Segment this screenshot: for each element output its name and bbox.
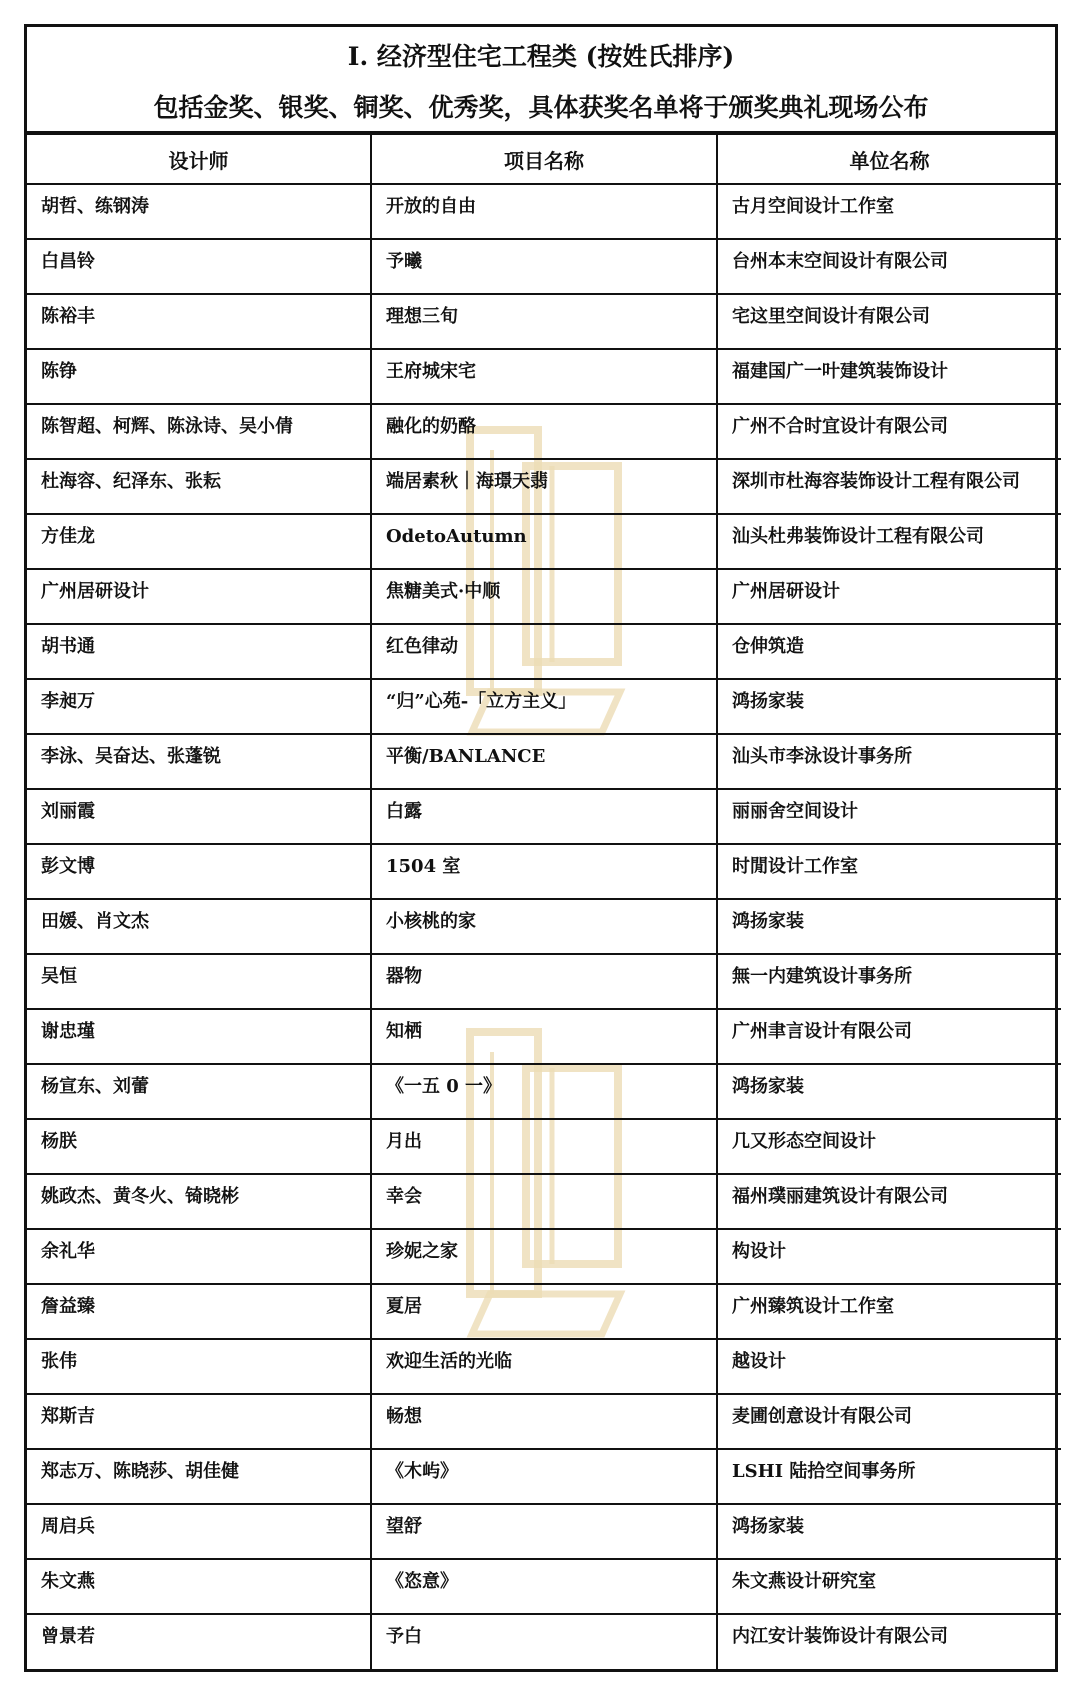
- company-name-cell: 几又形态空间设计: [717, 1119, 1061, 1174]
- table-row: [27, 184, 1061, 239]
- designer-cell: 余礼华: [27, 1229, 371, 1284]
- project-name-cell: 白露: [371, 789, 717, 844]
- header-project-name: 项目名称: [371, 135, 717, 184]
- project-name-cell: 予曦: [371, 239, 717, 294]
- project-name-cell: 欢迎生活的光临: [371, 1339, 717, 1394]
- company-name-cell: 古月空间设计工作室: [717, 184, 1061, 239]
- project-name-cell: 珍妮之家: [371, 1229, 717, 1284]
- designer-cell: 李泳、吴奋达、张蓬锐: [27, 734, 371, 789]
- company-name-cell: 福州璞丽建筑设计有限公司: [717, 1174, 1061, 1229]
- company-name-cell: 福建国广一叶建筑装饰设计: [717, 349, 1061, 404]
- project-name-cell: 予白: [371, 1614, 717, 1669]
- project-name-cell: 融化的奶酪: [371, 404, 717, 459]
- table-row: [27, 844, 1061, 899]
- table-row: [27, 1009, 1061, 1064]
- project-name-cell: 夏居: [371, 1284, 717, 1339]
- company-name-cell: 鸿扬家装: [717, 1064, 1061, 1119]
- table-row: [27, 679, 1061, 734]
- company-name-cell: 鸿扬家装: [717, 679, 1061, 734]
- designer-cell: 刘丽霞: [27, 789, 371, 844]
- company-name-cell: 越设计: [717, 1339, 1061, 1394]
- company-name-cell: 汕头市李泳设计事务所: [717, 734, 1061, 789]
- project-name-cell: 知栖: [371, 1009, 717, 1064]
- project-name-cell: 幸会: [371, 1174, 717, 1229]
- company-name-cell: 广州臻筑设计工作室: [717, 1284, 1061, 1339]
- project-name-cell: 《一五 0 一》: [371, 1064, 717, 1119]
- company-name-cell: 鸿扬家装: [717, 1504, 1061, 1559]
- project-name-cell: 理想三旬: [371, 294, 717, 349]
- designer-cell: 詹益臻: [27, 1284, 371, 1339]
- project-name-cell: 月出: [371, 1119, 717, 1174]
- project-name-cell: 开放的自由: [371, 184, 717, 239]
- table-row: [27, 239, 1061, 294]
- project-name-cell: 王府城宋宅: [371, 349, 717, 404]
- table-row: [27, 514, 1061, 569]
- company-name-cell: 内江安计装饰设计有限公司: [717, 1614, 1061, 1669]
- project-name-cell: “归”心苑-「立方主义」: [371, 679, 717, 734]
- table-row: [27, 1064, 1061, 1119]
- company-name-cell: 宅这里空间设计有限公司: [717, 294, 1061, 349]
- table-row: [27, 1559, 1061, 1614]
- table-row: [27, 569, 1061, 624]
- table-row: [27, 1174, 1061, 1229]
- project-name-cell: 《恣意》: [371, 1559, 717, 1614]
- company-name-cell: 广州聿言设计有限公司: [717, 1009, 1061, 1064]
- designer-cell: 谢忠瑾: [27, 1009, 371, 1064]
- document-subtitle: 包括金奖、银奖、铜奖、优秀奖，具体获奖名单将于颁奖典礼现场公布: [153, 93, 929, 122]
- company-name-cell: 無一内建筑设计事务所: [717, 954, 1061, 1009]
- project-name-cell: 1504 室: [371, 844, 717, 899]
- designer-cell: 陈铮: [27, 349, 371, 404]
- designer-cell: 李昶万: [27, 679, 371, 734]
- table-row: [27, 1614, 1061, 1669]
- table-body: [27, 184, 1061, 1669]
- designer-cell: 曾景若: [27, 1614, 371, 1669]
- designer-cell: 方佳龙: [27, 514, 371, 569]
- designer-cell: 郑斯吉: [27, 1394, 371, 1449]
- designer-cell: 张伟: [27, 1339, 371, 1394]
- header-row: [27, 135, 1061, 184]
- project-name-cell: 望舒: [371, 1504, 717, 1559]
- table-row: [27, 789, 1061, 844]
- table-row: [27, 404, 1061, 459]
- designer-cell: 陈裕丰: [27, 294, 371, 349]
- table-row: [27, 734, 1061, 789]
- designer-cell: 杨宣东、刘蕾: [27, 1064, 371, 1119]
- table-row: [27, 899, 1061, 954]
- project-name-cell: 平衡/BANLANCE: [371, 734, 717, 789]
- project-name-cell: 《木屿》: [371, 1449, 717, 1504]
- company-name-cell: 广州不合时宜设计有限公司: [717, 404, 1061, 459]
- project-name-cell: 器物: [371, 954, 717, 1009]
- company-name-cell: 广州居研设计: [717, 569, 1061, 624]
- table-row: [27, 1339, 1061, 1394]
- company-name-cell: 丽丽舍空间设计: [717, 789, 1061, 844]
- table-row: [27, 1394, 1061, 1449]
- company-name-cell: 仓伸筑造: [717, 624, 1061, 679]
- project-name-cell: 畅想: [371, 1394, 717, 1449]
- project-name-cell: 焦糖美式·中顺: [371, 569, 717, 624]
- company-name-cell: LSHI 陆拾空间事务所: [717, 1449, 1061, 1504]
- table-row: [27, 294, 1061, 349]
- designer-cell: 陈智超、柯辉、陈泳诗、吴小倩: [27, 404, 371, 459]
- designer-cell: 周启兵: [27, 1504, 371, 1559]
- designer-cell: 姚政杰、黄冬火、锜晓彬: [27, 1174, 371, 1229]
- table-row: [27, 1504, 1061, 1559]
- table-row: [27, 954, 1061, 1009]
- company-name-cell: 深圳市杜海容装饰设计工程有限公司: [717, 459, 1061, 514]
- header-company-name: 单位名称: [717, 135, 1061, 184]
- company-name-cell: 朱文燕设计研究室: [717, 1559, 1061, 1614]
- designer-cell: 郑志万、陈晓莎、胡佳健: [27, 1449, 371, 1504]
- company-name-cell: 构设计: [717, 1229, 1061, 1284]
- project-name-cell: 端居素秋｜海璟天翡: [371, 459, 717, 514]
- document-title: I. 经济型住宅工程类 (按姓氏排序): [347, 42, 735, 71]
- designer-cell: 杜海容、纪泽东、张耘: [27, 459, 371, 514]
- company-name-cell: 鸿扬家装: [717, 899, 1061, 954]
- designer-cell: 朱文燕: [27, 1559, 371, 1614]
- company-name-cell: 汕头杜弗装饰设计工程有限公司: [717, 514, 1061, 569]
- table-row: [27, 1284, 1061, 1339]
- title-block: [27, 27, 1055, 135]
- header-designer: 设计师: [27, 135, 371, 184]
- table-row: [27, 1449, 1061, 1504]
- table-row: [27, 1229, 1061, 1284]
- table-header: [27, 135, 1061, 184]
- table-row: [27, 349, 1061, 404]
- designer-cell: 胡书通: [27, 624, 371, 679]
- designer-cell: 胡哲、练钢涛: [27, 184, 371, 239]
- designer-cell: 白昌铃: [27, 239, 371, 294]
- designer-cell: 吴恒: [27, 954, 371, 1009]
- designer-cell: 杨朕: [27, 1119, 371, 1174]
- project-name-cell: OdetoAutumn: [371, 514, 717, 569]
- table-row: [27, 1119, 1061, 1174]
- awards-table: [27, 135, 1061, 1669]
- company-name-cell: 麦圃创意设计有限公司: [717, 1394, 1061, 1449]
- designer-cell: 广州居研设计: [27, 569, 371, 624]
- table-row: [27, 459, 1061, 514]
- project-name-cell: 小核桃的家: [371, 899, 717, 954]
- table-row: [27, 624, 1061, 679]
- company-name-cell: 台州本末空间设计有限公司: [717, 239, 1061, 294]
- project-name-cell: 红色律动: [371, 624, 717, 679]
- company-name-cell: 时閒设计工作室: [717, 844, 1061, 899]
- awards-list-sheet: [24, 24, 1058, 1672]
- designer-cell: 田媛、肖文杰: [27, 899, 371, 954]
- designer-cell: 彭文博: [27, 844, 371, 899]
